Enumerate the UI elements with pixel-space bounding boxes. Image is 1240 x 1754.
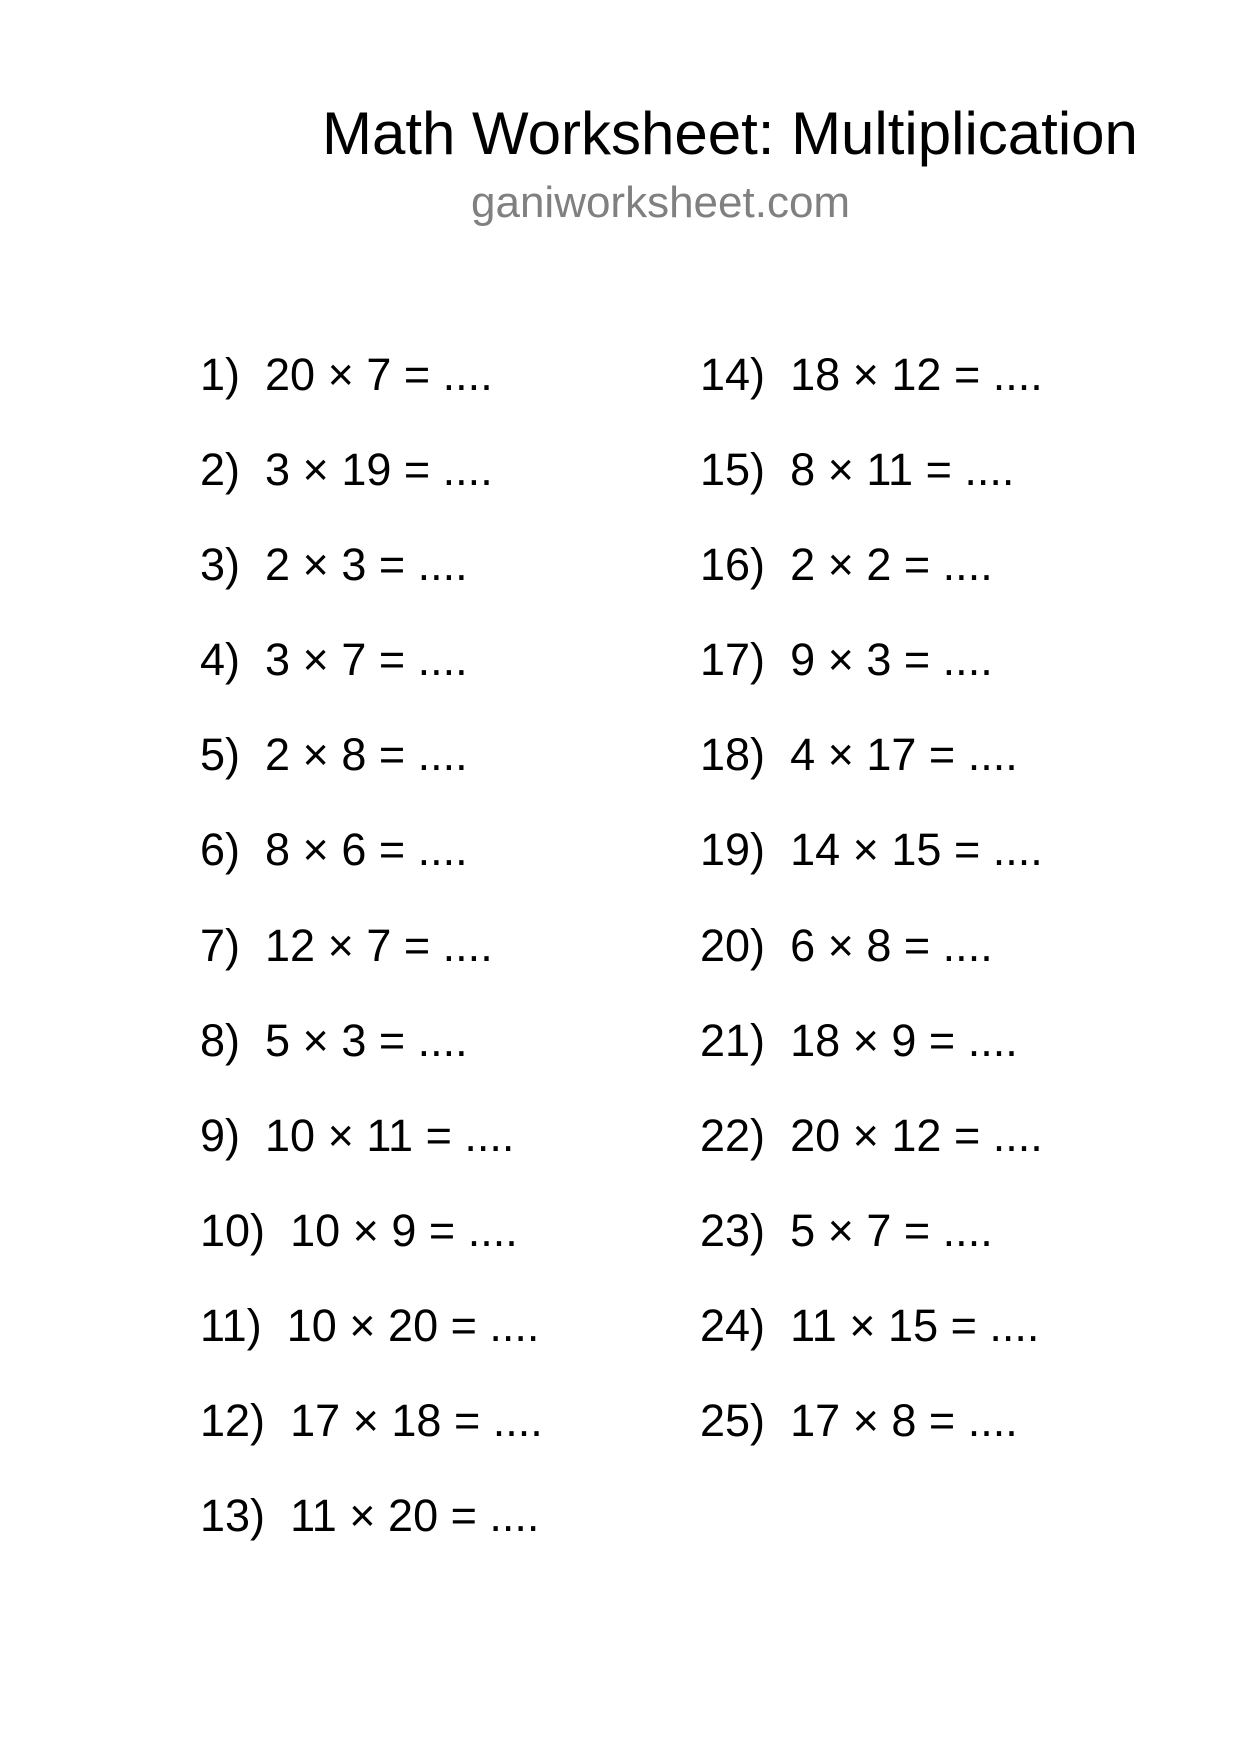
problem-number: 7) — [200, 919, 241, 971]
problem-number: 14) — [700, 349, 766, 400]
problem-item — [700, 444, 1180, 542]
problem-expression: 2 × 2 = .... — [790, 539, 993, 591]
problem-expression: 14 × 15 = .... — [790, 824, 1043, 876]
problem-expression: 2 × 3 = .... — [265, 539, 468, 591]
problem-expression: 11 × 20 = .... — [290, 1490, 540, 1542]
problem-item — [700, 1299, 1180, 1398]
problem-expression: 3 × 7 = .... — [265, 634, 468, 686]
problem-expression: 18 × 9 = .... — [790, 1014, 1018, 1066]
problem-expression: 10 × 9 = .... — [290, 1204, 518, 1256]
problem-expression: 6 × 8 = .... — [790, 919, 993, 971]
problem-expression: 20 × 7 = .... — [265, 349, 493, 400]
problem-number: 19) — [700, 824, 766, 876]
problem-number: 10) — [200, 1204, 266, 1256]
problem-expression: 5 × 7 = .... — [790, 1204, 993, 1256]
problem-expression: 17 × 8 = .... — [790, 1395, 1018, 1447]
problem-expression: 12 × 7 = .... — [265, 919, 493, 971]
problem-item — [700, 634, 1180, 732]
problem-number: 11) — [200, 1299, 262, 1351]
problem-expression: 18 × 12 = .... — [790, 349, 1043, 400]
problem-number: 17) — [700, 634, 766, 686]
page-title: Math Worksheet: Multiplication — [322, 100, 1138, 167]
problem-number: 18) — [700, 729, 766, 781]
problem-number: 12) — [200, 1395, 266, 1447]
problem-number: 4) — [200, 634, 241, 686]
problem-number: 6) — [200, 824, 241, 876]
problem-item — [200, 349, 680, 447]
problem-item — [200, 1299, 680, 1398]
problem-item — [700, 1109, 1180, 1208]
problem-number: 24) — [700, 1299, 766, 1351]
problem-item — [200, 729, 680, 827]
problem-item — [200, 824, 680, 922]
problems-column-left — [200, 349, 680, 1588]
site-name: ganiworksheet.com — [471, 178, 851, 227]
problem-number: 16) — [700, 539, 766, 591]
problem-expression: 2 × 8 = .... — [265, 729, 468, 781]
problem-number: 1) — [200, 349, 241, 400]
problem-expression: 3 × 19 = .... — [265, 444, 493, 496]
problem-expression: 8 × 11 = .... — [790, 444, 1015, 496]
problem-item — [700, 349, 1180, 447]
problem-number: 8) — [200, 1014, 241, 1066]
problem-expression: 10 × 20 = .... — [286, 1299, 540, 1351]
problem-item — [200, 919, 680, 1018]
problem-item — [700, 539, 1180, 637]
problem-item — [700, 1014, 1180, 1113]
problem-number: 21) — [700, 1014, 766, 1066]
problem-number: 3) — [200, 539, 241, 591]
problems-column-right — [700, 349, 1180, 1493]
problem-number: 25) — [700, 1395, 766, 1447]
problem-item — [700, 1204, 1180, 1303]
problem-expression: 4 × 17 = .... — [790, 729, 1018, 781]
problem-expression: 5 × 3 = .... — [265, 1014, 468, 1066]
problem-item — [200, 1204, 680, 1303]
problem-item — [700, 824, 1180, 922]
problem-item — [700, 729, 1180, 827]
problem-number: 9) — [200, 1109, 241, 1161]
problem-expression: 8 × 6 = .... — [265, 824, 468, 876]
problem-expression: 11 × 15 = .... — [790, 1299, 1040, 1351]
problem-number: 13) — [200, 1490, 266, 1542]
problem-item — [200, 539, 680, 637]
problem-item — [200, 1014, 680, 1113]
problem-item — [700, 919, 1180, 1018]
problem-number: 20) — [700, 919, 766, 971]
problem-number: 2) — [200, 444, 241, 496]
problem-expression: 20 × 12 = .... — [790, 1109, 1043, 1161]
problem-item — [200, 1395, 680, 1493]
problem-number: 5) — [200, 729, 241, 781]
problem-expression: 9 × 3 = .... — [790, 634, 993, 686]
problem-number: 15) — [700, 444, 766, 496]
problem-item — [200, 634, 680, 732]
problem-item — [200, 1109, 680, 1208]
problem-expression: 10 × 11 = .... — [265, 1109, 515, 1161]
problem-item — [200, 444, 680, 542]
problem-expression: 17 × 18 = .... — [290, 1395, 543, 1447]
problem-item — [200, 1490, 680, 1588]
problem-number: 22) — [700, 1109, 766, 1161]
problem-number: 23) — [700, 1204, 766, 1256]
problem-item — [700, 1395, 1180, 1493]
